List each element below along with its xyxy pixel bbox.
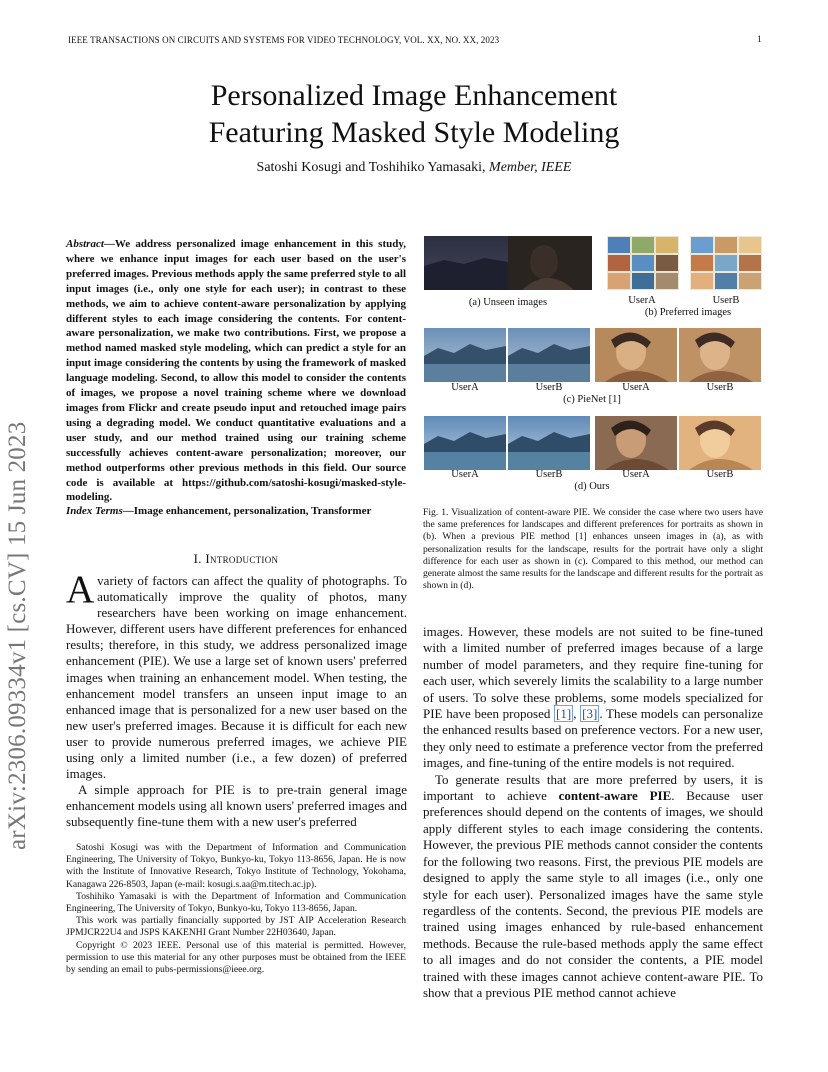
ours-landscape-usera [424, 416, 506, 470]
intro-paragraph-1 [66, 568, 407, 782]
citation-link-1[interactable]: [1] [556, 706, 572, 722]
running-header: IEEE TRANSACTIONS ON CIRCUITS AND SYSTEMS FOR VIDEO TECHNOLOGY, VOL. XX, NO. XX, 2023 [68, 35, 500, 45]
label-ours-usera-1: UserA [451, 469, 479, 480]
page-number: 1 [757, 35, 762, 45]
footnotes [66, 842, 406, 976]
index-terms-lead: Index Terms [66, 505, 123, 517]
footnote-4: Copyright © 2023 IEEE. Personal use of this material is permitted. However, permission to use this material for any other purposes must be obtained from the IEEE by sending an email to pubs-permissions@ieee.org. [66, 939, 406, 976]
footnote-2: Toshihiko Yamasaki is with the Department of Information and Communication Engineering, The University of Tokyo, Bunkyo-ku, Tokyo 113-8656, Japan. [66, 890, 406, 915]
section-number: I. [193, 551, 206, 566]
title-line-2: Featuring Masked Style Modeling [208, 116, 620, 149]
footnote-1: Satoshi Kosugi was with the Department of Information and Communication Engineering, The University of Tokyo, Bunkyo-ku, Tokyo 113-8656, Japan. He is now with the Institute of Innovative Research, Tokyo Institute of Technology, Yokohama, Kanagawa 226-8503, Japan (e-mail: kosugi.s.aa@m.titech.ac.jp). [66, 842, 406, 890]
right-p2-emphasis: content-aware PIE [558, 788, 672, 804]
ours-portrait-usera [595, 416, 677, 470]
label-ours-userb-2: UserB [706, 469, 734, 480]
right-paragraph-2 [423, 772, 763, 1002]
figure-1 [423, 236, 767, 498]
pienet-landscape-usera [424, 328, 506, 382]
ours-portrait-userb [679, 416, 761, 470]
label-unseen-images: (a) Unseen images [468, 297, 548, 308]
citation-link-3[interactable]: [3] [582, 706, 598, 722]
arxiv-stamp: arXiv:2306.09334v1 [cs.CV] 15 Jun 2023 [4, 421, 31, 850]
right-p2-text-a: To generate results that are more preferred by users, it is important to achieve [423, 771, 763, 804]
right-p1-text-b: . These models can personalize the enhanced results based on preference vectors. For a new user, they only need to estimate a preference vector from the preferred images, and fine-tuning of the entire models is not required. [423, 706, 763, 771]
label-pienet-usera-2: UserA [622, 382, 650, 393]
right-column-text [423, 624, 763, 1001]
figure-caption: Fig. 1. Visualization of content-aware PIE. We consider the case where two users have the same preferences for landscapes and different preferences for portraits as shown in (b). When a previous PIE method [1] enhances unseen images in (a), as with personalization results for the landscape, results for the portrait have only a slight difference for each user as shown in (c). Compared to this method, our method can generate almost the same results for the landscape and different results for the portrait as shown in (d). [423, 507, 763, 592]
section-title: Introduction [205, 551, 279, 566]
authors: Satoshi Kosugi and Toshihiko Yamasaki, [256, 160, 486, 175]
title-line-1: Personalized Image Enhancement [210, 79, 618, 112]
label-preferred-images: (b) Preferred images [644, 307, 732, 318]
label-ours-usera-2: UserA [622, 469, 650, 480]
pienet-portrait-usera [595, 328, 677, 382]
right-paragraph-1 [423, 624, 763, 772]
label-preferred-userb: UserB [712, 295, 740, 306]
index-terms-body: —Image enhancement, personalization, Transformer [122, 505, 372, 517]
abstract-body: —We address personalized image enhancement in this study, where we enhance input images for each user based on the user's preferred images. Previous methods apply the same preferred style to all input images (i.e., only one style for each user); in contrast to these methods, we aim to achieve content-aware personalization by applying different styles to each image considering the contents. For content-aware personalization, we make two contributions. First, we propose a method named masked style modeling, which can predict a style for an input image considering the contents by using the framework of masked language modeling. Second, to allow this model to consider the contents of images, we propose a novel training scheme where we download images from Flickr and create pseudo input and retouched image pairs using a degrading model. We conduct quantitative evaluations and a user study, and our method trained using our training scheme successfully achieves content-aware personalization; moreover, our method outperforms other previous methods in this field. Our source code is available at https://github.com/satoshi-kosugi/masked-style-modeling. [66, 238, 406, 504]
dropcap: A [66, 568, 95, 611]
label-ours: (d) Ours [574, 481, 610, 492]
abstract-lead: Abstract [66, 238, 104, 250]
ours-landscape-userb [508, 416, 590, 470]
label-pienet-userb-2: UserB [706, 382, 734, 393]
abstract [66, 237, 406, 505]
author-line [0, 160, 828, 176]
intro-p1-text: variety of factors can affect the quality of photographs. To automatically improve the quality of photos, many researchers have been working on image enhancement. However, different users have different preferences for enhanced results; therefore, in this study, we address personalized image enhancement (PIE). We use a large set of known users' preferred images when training an enhancement model. When testing, the enhancement model transfers an unseen input image to an enhanced image that is personalized for a new user based on the new user's preferred images. Because it is difficult for each new user to provide numerous preferred images, we achieve PIE using only a limited number (i.e., a few dozen) of preferred images. [66, 573, 407, 782]
label-pienet: (c) PieNet [1] [563, 394, 621, 405]
citation-separator: , [573, 706, 581, 722]
label-ours-userb-1: UserB [535, 469, 563, 480]
index-terms [66, 504, 406, 519]
preferred-images-usera [607, 236, 679, 290]
label-pienet-usera-1: UserA [451, 382, 479, 393]
footnote-3: This work was partially financially supported by JST AIP Acceleration Research JPMJCR22U4 and JSPS KAKENHI Grant Number 22H03640, Japan. [66, 915, 406, 939]
paper-title [0, 77, 828, 151]
label-preferred-usera: UserA [628, 295, 656, 306]
author-membership: Member, IEEE [489, 160, 572, 175]
introduction-text [66, 568, 407, 831]
pienet-portrait-userb [679, 328, 761, 382]
intro-paragraph-2: A simple approach for PIE is to pre-train general image enhancement models using all known users' preferred images and subsequently fine-tune them with a new user's preferred [66, 782, 407, 830]
label-pienet-userb-1: UserB [535, 382, 563, 393]
right-p1-text-a: images. However, these models are not suited to be fine-tuned with a limited number of preferred images because of a large number of model parameters, and they require fine-tuning for each user, which severely limits the scalability to a large number of users. To solve these problems, some models specialized for PIE have been proposed [423, 624, 763, 722]
preferred-images-userb [690, 236, 762, 290]
pienet-landscape-userb [508, 328, 590, 382]
unseen-images [424, 236, 592, 290]
right-p2-text-b: . Because user preferences should depend on the contents of images, we should apply different styles to each image considering the contents. However, the previous PIE methods cannot consider the contents for the following two reasons. First, the previous PIE models are designed to apply the same style to all images (i.e., only one style for each user). Personalized images have the same style regardless of the contents. Second, the previous PIE models are trained using images enhanced by rule-based enhancement methods. Because the rule-based methods apply the same effect to all images and do not consider the contents, a PIE model trained with these images cannot achieve content-aware PIE. To show that a previous PIE method cannot achieve [423, 788, 764, 1000]
section-heading [66, 551, 406, 567]
